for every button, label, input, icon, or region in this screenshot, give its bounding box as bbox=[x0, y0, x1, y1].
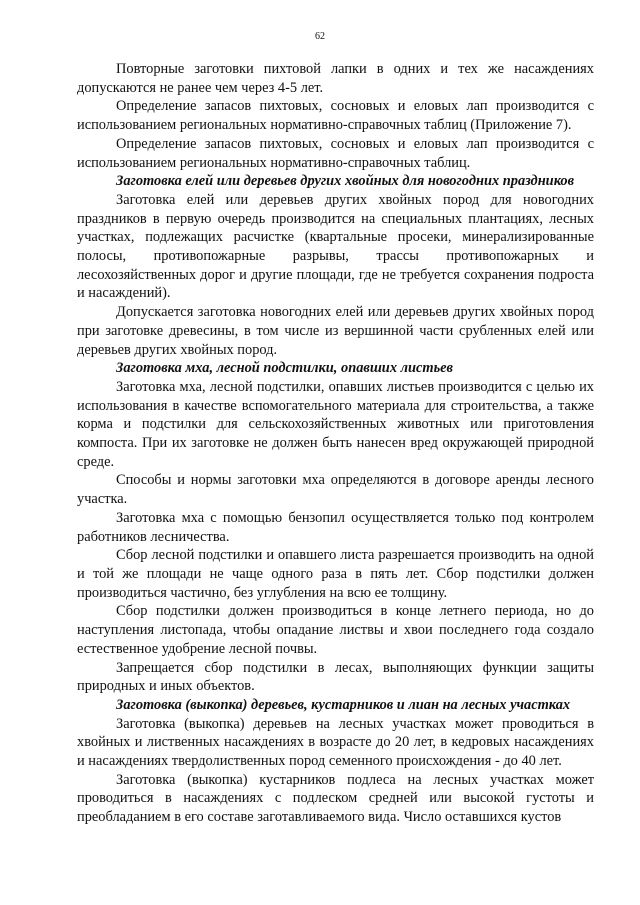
paragraph: Определение запасов пихтовых, сосновых и еловых лап производится с использованием региональных нормативно-справочных таблиц. bbox=[77, 135, 594, 171]
paragraph: Заготовка мха с помощью бензопил осуществляется только под контролем работников лесничества. bbox=[77, 509, 594, 545]
paragraph: Повторные заготовки пихтовой лапки в одних и тех же насаждениях допускаются не ранее чем через 4-5 лет. bbox=[77, 61, 594, 96]
paragraph: Заготовка елей или деревьев других хвойных пород для новогодних праздников в первую очередь производится на специальных плантациях, лесных участках, подлежащих расчистке (квартальные просеки, минерализированные полосы, противопожарные разрывы, трассы противопожарных и лесохозяйственных дорог и другие площади, где не требуется сохранения подроста и насаждений). bbox=[77, 191, 594, 302]
paragraph: Допускается заготовка новогодних елей или деревьев других хвойных пород при заготовке древесины, в том числе из вершинной части срубленных елей или деревьев других хвойных пород. bbox=[77, 304, 594, 358]
page-number: 62 bbox=[315, 31, 325, 42]
section-heading: Заготовка мха, лесной подстилки, опавших листьев bbox=[116, 360, 453, 377]
paragraph: Определение запасов пихтовых, сосновых и еловых лап производится с использованием региональных нормативно-справочных таблиц (Приложение 7). bbox=[77, 98, 594, 134]
paragraph: Заготовка (выкопка) деревьев на лесных участках может проводиться в хвойных и лиственных насаждениях в возрасте до 20 лет, в кедровых насаждениях и насаждениях твердолиственных пород семенного происхождения - до 40 лет. bbox=[77, 715, 594, 770]
paragraph: Способы и нормы заготовки мха определяются в договоре аренды лесного участка. bbox=[77, 472, 594, 508]
paragraph: Запрещается сбор подстилки в лесах, выполняющих функции защиты природных и иных объектов. bbox=[77, 659, 594, 695]
paragraph: Заготовка мха, лесной подстилки, опавших листьев производится с целью их использования в качестве вспомогательного материала для строительства, а также корма и подстилки для сельскохозяйственных животных или приготовления компоста. При их заготовке не должен быть нанесен вред окружающей природной среде. bbox=[77, 378, 594, 470]
section-heading: Заготовка елей или деревьев других хвойных для новогодних праздников bbox=[116, 173, 575, 190]
paragraph: Заготовка (выкопка) кустарников подлеса на лесных участках может проводиться в насаждениях с подлеском средней или высокой густоты и преобладанием в его составе заготавливаемого вида. Число оставшихся кустов bbox=[77, 771, 594, 826]
paragraph: Сбор лесной подстилки и опавшего листа разрешается производить на одной и той же площади не чаще одного раза в пять лет. Сбор подстилки должен производиться частично, без углубления на всю ее толщину. bbox=[77, 547, 594, 601]
paragraph: Сбор подстилки должен производиться в конце летнего периода, но до наступления листопада, чтобы опадание листвы и хвои последнего года создало естественное удобрение лесной почвы. bbox=[77, 603, 594, 657]
document-body bbox=[77, 60, 594, 827]
section-heading: Заготовка (выкопка) деревьев, кустарников и лиан на лесных участках bbox=[116, 696, 571, 713]
